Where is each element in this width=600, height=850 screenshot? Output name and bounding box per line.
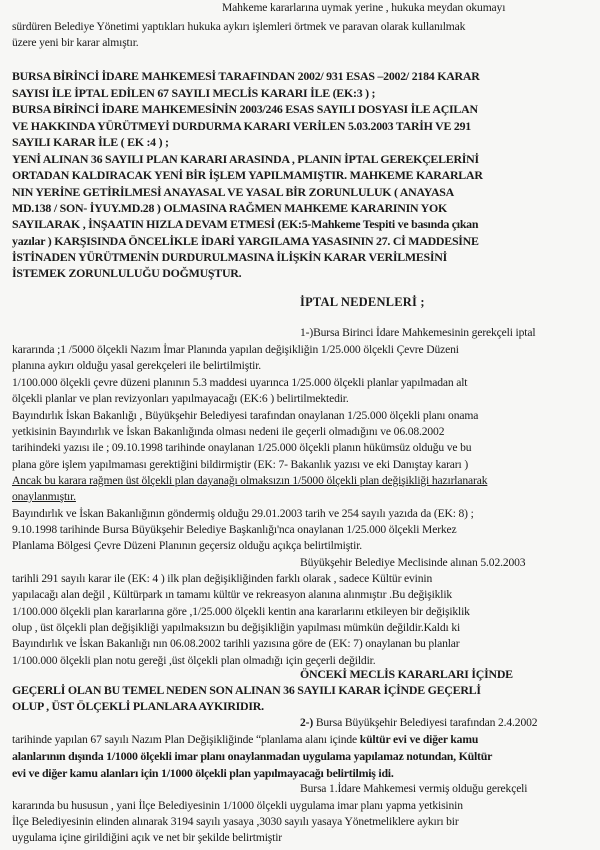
text-line: plana göre işlem yapılmaması gerektiğini bildirmiştir (EK: 7- Bakanlık yazısı ve eki Danıştay kararı ) [12,458,469,471]
text-line: kararında ;1 /5000 ölçekli Nazım İmar Planında yapılan değişikliğin 1/25.000 ölçekli Çevre Düzeni [12,343,459,356]
text-line: planına aykırı olduğu yasal gerekçeleri ile belirtilmiştir. [12,359,262,372]
text-line: evi ve diğer kamu alanları için 1/1000 ölçekli plan yapılmayacağı belirtilmiş idi. [12,766,394,780]
text-line: Büyükşehir Belediye Meclisinde alınan 5.02.2003 [300,556,526,569]
text-line: Bayındırlık ve İskan Bakanlığının göndermiş olduğu 29.01.2003 tarih ve 254 sayılı yazıda da (EK: 8) ; [12,507,474,520]
text-line: alanlarının dışında 1/1000 ölçekli imar planı onaylanmadan uygulama yapılamaz notundan, Kültür [12,749,493,763]
text-line: yazılar ) KARŞISINDA ÖNCELİKLE İDARİ YARGILAMA YASASININ 27. Cİ MADDESİNE [12,234,479,248]
text-line: NIN YERİNE GETİRİLMESİ ANAYASAL VE YASAL BİR ZORUNLULUK ( ANAYASA [12,185,455,199]
text-line: SAYILARAK , İNŞAATIN HIZLA DEVAM ETMESİ (EK:5-Mahkeme Tespiti ve basında çıkan [12,217,479,231]
text-line: üzere yeni bir karar almıştır. [12,36,139,49]
text-line: kararında bu hususun , yani İlçe Belediyesinin 1/1000 ölçekli uygulama imar planı yapma yetkisinin [12,799,463,812]
text-line: 1/100.000 ölçekli plan notu gereği ,üst ölçekli plan olmadığı için geçerli değildir. [12,654,376,667]
text-line: 1-)Bursa Birinci İdare Mahkemesinin gerekçeli iptal [300,326,536,339]
text-line: Bursa 1.İdare Mahkemesi vermiş olduğu gerekçeli [300,782,528,795]
text-line: İSTİNADEN YÜRÜTMENİN DURDURULMASINA İLİŞKİN KARAR VERİLMESİNİ [12,250,448,264]
text-line: OLUP , ÜST ÖLÇEKLİ PLANLARA AYKIRIDIR. [12,699,264,713]
text-line: ORTADAN KALDIRACAK YENİ BİR İŞLEM YAPILMAMIŞTIR. MAHKEME KARARLAR [12,168,483,182]
text-line: GEÇERLİ OLAN BU TEMEL NEDEN SON ALINAN 36 SAYILI KARAR İÇİNDE GEÇERLİ [12,683,481,697]
text-line: 1/100.000 ölçekli plan kararlarına göre ,1/25.000 ölçekli kentin ana kararlarını etkileyen bir değişiklik [12,605,470,618]
item-text: Bursa Büyükşehir Belediyesi tarafından 2.4.2002 [313,716,538,729]
text-line [300,716,537,730]
text-line: İlçe Belediyesinin elinden alınarak 3194 sayılı yasaya ,3030 sayılı yasaya Yönetmeliklere aykırı bir [12,815,459,828]
bold-text: kültür evi ve diğer kamu [359,733,479,746]
text-line: İSTEMEK ZORUNLULUĞU DOĞMUŞTUR. [12,266,242,280]
text-line: tarihli 291 sayılı karar ile (EK: 4 ) ilk plan değişikliğinden farklı olarak , sadece Kültür evinin [12,572,433,585]
text-line: tarihindeki yazısı ile ; 09.10.1998 tarihinde onaylanan 1/25.000 ölçekli planın hükümsüz olduğu ve bu [12,441,472,454]
text-line: Mahkeme kararlarına uymak yerine , hukuka meydan okumayı [222,1,506,14]
text-line: yetkisinin Bayındırlık ve İskan Bakanlığında olması nedeni ile geçerli olmadığını ve 06.08.2002 [12,425,445,438]
text-line: yapılacağı alan değil , Kültürpark ın tamamı kültür ve rekreasyon alanına alınmıştır .Bu değişiklik [12,588,453,601]
text-line: Bayındırlık ve İskan Bakanlığı nın 06.08.2002 tarihli yazısına göre de (EK: 7) onaylanan bu planlar [12,637,460,650]
text-line: Bayındırlık İskan Bakanlığı , Büyükşehir Belediyesi tarafından onaylanan 1/25.000 ölçekli planı onama [12,409,479,422]
text-line: BURSA BİRİNCİ İDARE MAHKEMESİNİN 2003/246 ESAS SAYILI DOSYASI İLE AÇILAN [12,102,478,116]
text-line: ölçekli planlar ve plan revizyonları yapılmayacağı (EK:6 ) belirtilmektedir. [12,392,349,405]
text-line [12,733,478,747]
text-line: sürdüren Belediye Yönetimi yaptıkları hukuka aykırı işlemleri örtmek ve paravan olarak kullanılmak [12,20,466,33]
text-line: ÖNCEKİ MECLİS KARARLARI İÇİNDE [300,667,513,681]
text-line: MD.138 / SON- İYUY.MD.28 ) OLMASINA RAĞMEN MAHKEME KARARININ YOK [12,201,447,215]
text-line: 9.10.1998 tarihinde Bursa Büyükşehir Belediye Başkanlığı'nca onaylanan 1/25.000 ölçekli Merkez [12,523,457,536]
text-line: VE HAKKINDA YÜRÜTMEYİ DURDURMA KARARI VERİLEN 5.03.2003 TARİH VE 291 [12,119,471,133]
text-line: BURSA BİRİNCİ İDARE MAHKEMESİ TARAFINDAN 2002/ 931 ESAS –2002/ 2184 KARAR [12,69,480,83]
plain-text: tarihinde yapılan 67 sayılı Nazım Plan Değişikliğinde “planlama alanı içinde [12,733,360,746]
text-line: uygulama içine girildiğini açık ve net bir şekilde belirtmiştir [12,831,283,844]
text-line: Planlama Bölgesi Çevre Düzeni Planının geçersiz olduğu açıkça belirtilmiştir. [12,539,363,552]
text-line: İPTAL NEDENLERİ ; [300,295,425,309]
text-line: YENİ ALINAN 36 SAYILI PLAN KARARI ARASINDA , PLANIN İPTAL GEREKÇELERİNİ [12,152,479,166]
text-line: onaylanmıştır. [12,490,76,503]
text-line: Ancak bu karara rağmen üst ölçekli plan dayanağı olmaksızın 1/5000 ölçekli plan değişikliği hazırlanarak [12,474,488,487]
text-line: 1/100.000 ölçekli çevre düzeni planının 5.3 maddesi uyarınca 1/25.000 ölçekli planlar yapılmadan alt [12,376,468,389]
text-line: SAYILI KARAR İLE ( EK :4 ) ; [12,135,169,149]
item-number: 2-) [300,716,314,729]
text-line: SAYISI İLE İPTAL EDİLEN 67 SAYILI MECLİS KARARI İLE (EK:3 ) ; [12,86,376,100]
text-line: olup , üst ölçekli plan değişikliği yapılmaksızın bu değişikliğin yapılması mümkün değildir.Kaldı ki [12,621,461,634]
